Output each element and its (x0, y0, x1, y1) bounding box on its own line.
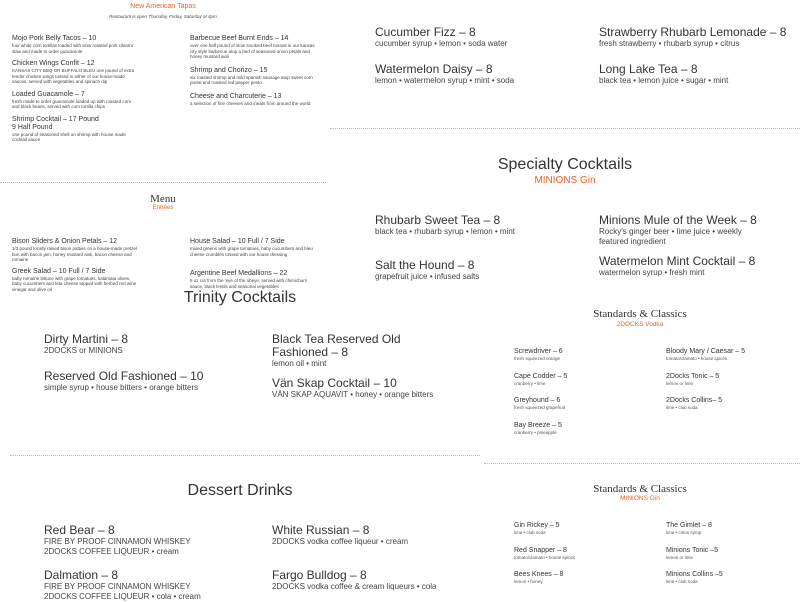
menu-item-desc: over one half pound of slow smoked beef tossed in our kansas city style barbecue atop a bed of seasoned onion petals and honey mustard aioli (190, 43, 315, 59)
drink-item (514, 522, 644, 536)
drink-title: 2Docks Tonic – 5 (666, 372, 720, 380)
menu-subtitle: New American Tapas (130, 3, 196, 10)
drink-desc: lemon • honey (514, 579, 543, 584)
drink-title: White Russian – 8 (272, 523, 370, 537)
drink-item (599, 63, 799, 86)
dessert-title: Dessert Drinks (187, 482, 293, 499)
menu-item (190, 238, 315, 257)
standards-vodka-left (514, 348, 644, 435)
divider (330, 128, 800, 129)
drink-title: Salt the Hound – 8 (375, 258, 475, 272)
drink-desc: simple syrup • house bitters • orange bitters (44, 383, 199, 392)
drink-desc: cranberry • pineapple (514, 429, 557, 435)
drink-desc: Rocky's ginger beer • lime juice • weekly featured ingredient (599, 227, 742, 246)
drink-desc: fresh strawberry • rhubarb syrup • citrus (599, 39, 740, 48)
drink-title: Cape Codder – 5 (514, 372, 568, 380)
menu-item-title: Shrimp Cocktail – 17 Pound 9 Half Pound (12, 115, 99, 131)
menu-item-desc: mixed greens with grape tomatoes, baby cucumbers and bleu cheese crumbles tossed with our house dressing (190, 246, 313, 257)
trinity-left-column (44, 333, 244, 393)
drink-title: Minions Tonic –5 (666, 546, 719, 554)
menu-item-title: Bison Sliders & Onion Petals – 12 (12, 238, 118, 245)
mocktails-left-column (375, 26, 590, 86)
drink-title: The Gimlet – 8 (666, 522, 712, 529)
drink-title: Minions Mule of the Week – 8 (599, 213, 757, 227)
menu-item-title: Cheese and Charcuterie – 13 (190, 92, 282, 100)
divider (10, 455, 480, 456)
mocktails-right-column (599, 26, 799, 86)
drink-desc: 2DOCKS or MINIONS (44, 346, 123, 355)
menu-item-desc: six roasted shrimp and mild spanish sausage atop sweet corn puree and roasted red pepper pesto (190, 74, 313, 85)
drink-title: Greyhound – 6 (514, 397, 561, 404)
drink-title: Fargo Bulldog – 8 (272, 568, 367, 582)
drink-item (666, 547, 800, 561)
menu-item (190, 67, 315, 86)
drink-item (272, 333, 472, 369)
drink-item (599, 214, 769, 247)
menu-item-title: Barbecue Beef Burnt Ends – 14 (190, 35, 289, 42)
drink-item (44, 333, 244, 356)
drink-item (514, 373, 644, 387)
drink-desc: fresh squeezed orange (514, 356, 561, 361)
top-menu-right-column (190, 35, 315, 106)
menu-item (12, 60, 137, 85)
drink-desc: tomato/clamato • house spices (514, 554, 576, 560)
drink-item (599, 255, 769, 278)
menu-item (12, 116, 137, 143)
drink-item (514, 348, 644, 362)
drink-item (44, 524, 264, 557)
trinity-section (0, 289, 480, 450)
drink-desc: cranberry • lime (514, 380, 546, 386)
drink-item (272, 569, 482, 592)
drink-desc: black tea • lemon juice • sugar • mint (599, 76, 729, 85)
menu-item-desc: baby romaine lettuce with grape tomatoes, kalamata olives, baby cucumbers and feta cheese topped with herbed red wine vinegar and olive oil (12, 275, 137, 292)
drink-item (666, 571, 800, 585)
entrees-left-column (12, 238, 137, 292)
drink-title: Rhubarb Sweet Tea – 8 (375, 213, 501, 227)
drink-title: Minions Collins –5 (666, 571, 723, 578)
drink-item (666, 348, 800, 362)
entrees-subtitle: Entrées (152, 205, 174, 211)
menu-item-title: House Salad – 10 Full / 7 Side (190, 238, 285, 245)
drink-title: Dirty Martini – 8 (44, 332, 129, 346)
specialty-subtitle: MINIONS Gin (534, 175, 596, 186)
drink-desc: VÄN SKAP AQUAVIT • honey • orange bitters (272, 390, 434, 399)
entrees-right-column (190, 238, 315, 289)
standards-gin-subtitle: MINIONS Gin (620, 495, 660, 502)
menu-item (190, 35, 315, 60)
drink-desc: lemon or lime (666, 380, 694, 386)
drink-title: Bloody Mary / Caesar – 5 (666, 348, 745, 355)
drink-title: Screwdriver – 6 (514, 348, 563, 355)
drink-title: Long Lake Tea – 8 (599, 62, 698, 76)
entrees-title: Menu (150, 193, 176, 205)
divider (484, 463, 800, 464)
specialty-left-column (375, 214, 590, 282)
standards-gin-right (666, 522, 800, 585)
drink-item (44, 569, 264, 602)
drink-item (375, 259, 590, 282)
drink-desc: lemon or lime (666, 554, 694, 560)
drink-title: Gin Rickey – 5 (514, 522, 560, 529)
drink-desc: 2DOCKS vodka coffee liqueur • cream (272, 537, 409, 546)
drink-item (272, 377, 472, 400)
drink-item (44, 370, 244, 393)
menu-item-desc: 1/3 pound locally raised bison patties on a house-made pretzel bun with bacon jam, honey mustard aioli, bacon cheese and romaine (12, 246, 137, 262)
drink-item (272, 524, 482, 547)
drink-item (514, 571, 644, 585)
standards-vodka-subtitle: 2DOCKS Vodka (616, 321, 664, 328)
drink-title: Strawberry Rhubarb Lemonade – 8 (599, 25, 787, 39)
menu-item-title: Loaded Guacamole – 7 (12, 90, 85, 98)
drink-item (375, 214, 590, 237)
drink-title: 2Docks Collins– 5 (666, 397, 723, 404)
menu-item-desc: four white corn tortillas loaded with slow roasted pork cilantro slaw and made to order guacamole (12, 43, 134, 54)
drink-desc: watermelon syrup • fresh mint (599, 268, 705, 277)
top-menu-left-column (12, 35, 137, 143)
drink-title: Reserved Old Fashioned – 10 (44, 369, 204, 383)
drink-title: Black Tea Reserved Old Fashioned – 8 (272, 332, 401, 359)
drink-desc: FIRE BY PROOF CINNAMON WHISKEY 2DOCKS COFFEE LIQUEUR • cola • cream (44, 582, 201, 601)
drink-title: Dalmation – 8 (44, 568, 119, 582)
drink-item (375, 63, 590, 86)
drink-desc: 2DOCKS vodka coffee & cream liqueurs • cola (272, 582, 437, 591)
drink-title: Cucumber Fizz – 8 (375, 25, 476, 39)
drink-title: Watermelon Daisy – 8 (375, 62, 493, 76)
drink-desc: tomato/clamato • house spices (666, 356, 728, 361)
drink-title: Red Snapper – 8 (514, 546, 567, 554)
trinity-right-column (272, 333, 472, 400)
menu-item-title: Chicken Wings Confit – 12 (12, 60, 95, 67)
specialty-right-column (599, 214, 769, 278)
drink-desc: lime • club soda (514, 530, 546, 535)
drink-desc: grapefruit juice • infused salts (375, 272, 480, 281)
trinity-title: Trinity Cocktails (183, 289, 297, 306)
menu-item (12, 238, 137, 263)
menu-item-desc: a selection of fine cheeses and meats from around the world (190, 100, 311, 106)
drink-item (666, 522, 800, 536)
drink-item (514, 547, 644, 561)
menu-hours: Restaurant is open Thursday, Friday, Saturday at 4pm (109, 14, 217, 19)
drink-item (666, 373, 800, 387)
drink-desc: lemon oil • mint (272, 359, 327, 368)
specialty-title: Specialty Cocktails (497, 156, 633, 173)
drink-item (599, 26, 799, 49)
drink-item (375, 26, 590, 49)
drink-title: Vän Skap Cocktail – 10 (272, 376, 397, 390)
drink-item (514, 422, 644, 436)
divider (0, 182, 326, 183)
menu-item-desc: fresh made to order guacamole loaded up with roasted corn and black beans, served with corn tortilla chips (12, 98, 132, 109)
drink-desc: fresh squeezed grapefruit (514, 405, 566, 410)
drink-desc: lime • citrus syrup (666, 530, 702, 535)
standards-gin-left (514, 522, 644, 585)
menu-item (12, 35, 137, 54)
drink-title: Bay Breeze – 5 (514, 421, 562, 429)
drink-desc: cucumber syrup • lemon • soda water (375, 39, 508, 48)
menu-item-title: Greek Salad – 10 Full / 7 Side (12, 267, 106, 275)
standards-gin-title: Standards & Classics (593, 483, 687, 495)
drink-desc: FIRE BY PROOF CINNAMON WHISKEY 2DOCKS COFFEE LIQUEUR • cream (44, 537, 191, 556)
drink-desc: lemon • watermelon syrup • mint • soda (375, 76, 515, 85)
drink-title: Red Bear – 8 (44, 523, 115, 537)
menu-item (190, 270, 315, 289)
menu-item-title: Mojo Pork Belly Tacos – 10 (12, 35, 97, 42)
standards-vodka-right (666, 348, 800, 411)
standards-vodka-title: Standards & Classics (593, 308, 687, 320)
drink-item (514, 397, 644, 411)
dessert-left-column (44, 524, 264, 602)
menu-item-desc: 8 oz cut from the 'eye of the ribeye, served with chimichurri sauce, black lentils and seasonal vegetables (190, 278, 308, 289)
menu-item-title: Argentine Beef Medallions – 22 (190, 270, 288, 277)
menu-item (190, 93, 315, 107)
menu-item-desc: one pound of seasoned shell on shrimp with house made cocktail sauce (12, 131, 126, 142)
menu-item-title: Shrimp and Chorizo – 15 (190, 66, 268, 74)
drink-desc: lime • club soda (666, 579, 698, 584)
dessert-right-column (272, 524, 482, 592)
drink-desc: lime • club soda (666, 405, 698, 410)
drink-title: Bees Knees – 8 (514, 571, 564, 578)
drink-title: Watermelon Mint Cocktail – 8 (599, 254, 756, 268)
menu-item (12, 91, 137, 110)
menu-item-desc: KANSAS CITY BBQ OR BUFFALO BLEU one pound of extra tender chicken wings tossed in either of our house-made sauces, served with vegetables and spinach dip (12, 68, 134, 84)
drink-item (666, 397, 800, 411)
drink-desc: black tea • rhubarb syrup • lemon • mint (375, 227, 516, 236)
